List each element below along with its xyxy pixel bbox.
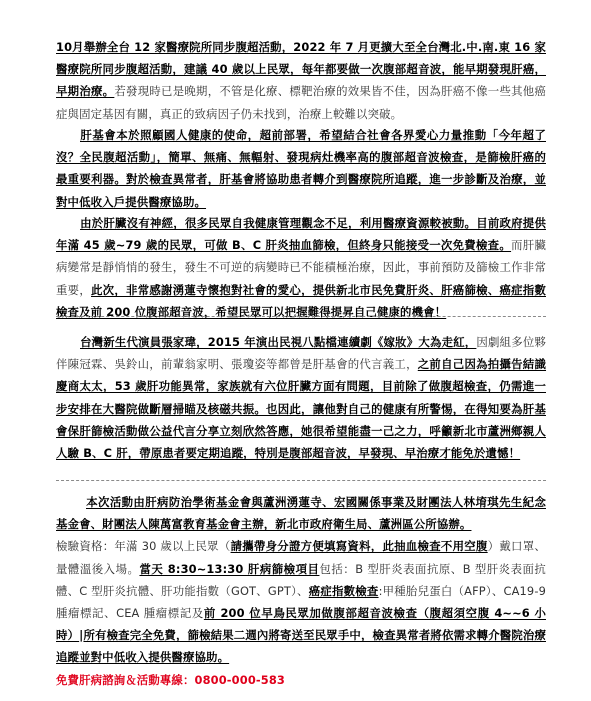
paragraph-foundation-mission (56, 124, 546, 213)
actor-intro-text: 台灣新生代演員張家瑋，2015 年演出民視八點檔連續劇《嫁妝》大為走紅， (80, 335, 477, 349)
prevention-text: 而肝臟病變常是靜悄悄的發生，發生不可逆的病變時已不能積極治療，因此，事前預防及篩檢工作非常重要， (56, 238, 547, 297)
late-stage-text: 若發現時已是晚期，不管是化療、標靶治療的效果皆不佳，因為肝癌不像一些其他癌症與固定基因有關，真正的致病因子仍未找到，治療上較難以突破。 (56, 84, 546, 121)
foundation-mission-text: 肝基會本於照顧國人健康的使命，超前部署，希望結合社會各界愛心力量推動「今年超了沒？全民腹超活動」，簡單、無痛、無輻射、發現病灶機率高的腹部超音波檢查，是篩檢肝癌的最重要利器。對於檢查異常者，肝基會將協助患者轉介到醫療院所追蹤，進一步診斷及治療，並對中低收入戶提供醫療協助。 (56, 128, 546, 209)
screening-items-text: 包括：B 型肝炎表面抗原、B 型肝炎表面抗體、C 型肝炎抗體、肝功能指數（GOT、GPT）、 (56, 561, 546, 598)
section-divider-bottom (56, 480, 546, 481)
id-reminder-text: 請攜帶身分證方便填寫資料，此抽血檢查不用空腹 (230, 539, 488, 554)
paragraph-event-details: 本次活動由肝病防治學術基金會與蘆洲湧蓮寺、宏國關係事業及財團法人林堉琪先生紀念基金會、財團法人陳萬富教育基金會主辦，新北市政府衛生局、蘆洲區公所協辦。 檢驗資格：年滿 30 歲以上民眾（請攜帶身分證方便填寫資料，此抽血檢查不用空腹）戴口罩、量體溫後入場。當天 8:30~13:30 肝病篩檢項目包括：B 型肝炎表面抗原、B 型肝炎表面抗體、C 型肝炎抗體、肝功能指數（GOT、GPT）、癌症指數檢查:甲種胎兒蛋白（AFP）、CA19-9 腫瘤標記、CEA 腫瘤標記及前 200 位早鳥民眾加做腹部超音波檢查（腹超須空腹 4~~6 小時）|所有檢查完全免費，篩檢結果二週內將寄送至民眾手中，檢查異常者將依需求轉介醫院治療追蹤並對中低收入提供醫療協助。 免費肝病諮詢＆活動專線：0800-000-583 (56, 495, 546, 687)
ultrasound-offer-text: 前 200 位早鳥民眾加做腹部超音波檢查（腹超須空腹 4~~6 小時） (56, 606, 546, 643)
entry-rule-text: ）戴口罩、量體溫後入場。 (56, 539, 546, 576)
tumor-markers-text: :甲種胎兒蛋白（AFP）、CA19-9 腫瘤標記、CEA 腫瘤標記及 (56, 583, 546, 621)
event-expansion-text: 10月舉辦全台 12 家醫療院所同步腹超活動，2022 年 7 月更擴大至全台灣北.中.南.東 16 家醫療院所同步腹超活動，建議 40 歲以上民眾，每年都要做一次腹部超音波，能早期發現肝癌，早期治療。 (56, 40, 546, 99)
hotline-text: 免費肝病諮詢＆活動專線：0800-000-583 (56, 672, 285, 687)
volunteer-text: 因劇組多位夥伴陳冠霖、吳鈴山，前輩翁家明、張瓊姿等都曾是肝基會的代言義工， (56, 335, 546, 372)
organizers-text: 本次活動由肝病防治學術基金會與蘆洲湧蓮寺、宏國關係事業及財團法人林堉琪先生紀念基金會、財團法人陳萬富教育基金會主辦，新北市政府衛生局、蘆洲區公所協辦。 (56, 495, 546, 532)
paragraph-spokesperson (56, 331, 546, 464)
eligibility-text: 檢驗資格：年滿 30 歲以上民眾（ (56, 539, 231, 554)
paragraph-event-intro (56, 36, 546, 125)
tumor-marker-heading: 癌症指數檢查 (308, 583, 379, 598)
screening-time-text: 當天 8:30~13:30 肝病篩檢項目 (139, 561, 320, 576)
temple-thanks-text: 此次，非常感謝湧蓮寺懷抱對社會的愛心，提供新北市民免費肝炎、肝癌篩檢、癌症指數檢查及前 200 位腹部超音波，希望民眾可以把握難得提昇自己健康的機會！ (56, 282, 546, 319)
government-screening-text: 由於肝臟沒有神經，很多民眾自我健康管理觀念不足，利用醫療資源較被動。目前政府提供年滿 45 歲~79 歲的民眾，可做 B、C 肝炎抽血篩檢，但終身只能接受一次免費檢查。 (56, 216, 546, 253)
paragraph-liver-screening (56, 212, 546, 323)
section-divider-top (56, 316, 546, 317)
actor-story-text: 之前自己因為拍攝告結識慶商太太，53 歲肝功能異常，家族就有六位肝臟方面有問題，目前除了做腹超檢查，仍需進一步安排在大醫院做斷層掃瞄及核磁共振。也因此，讓他對自己的健康有所警惕，在得知要為肝基會保肝篩檢活動做公益代言分享立刻欣然答應，她很希望能盡一己之力，呼籲新北市蘆洲鄉親人人驗 B、C 肝，帶原患者要定期追蹤，特別是腹部超音波，早發現、早治療才能免於遺憾！ (56, 357, 547, 461)
free-exam-text: 所有檢查完全免費，篩檢結果二週內將寄送至民眾手中，檢查異常者將依需求轉介醫院治療追蹤並對中低收入提供醫療協助。 (56, 628, 546, 665)
